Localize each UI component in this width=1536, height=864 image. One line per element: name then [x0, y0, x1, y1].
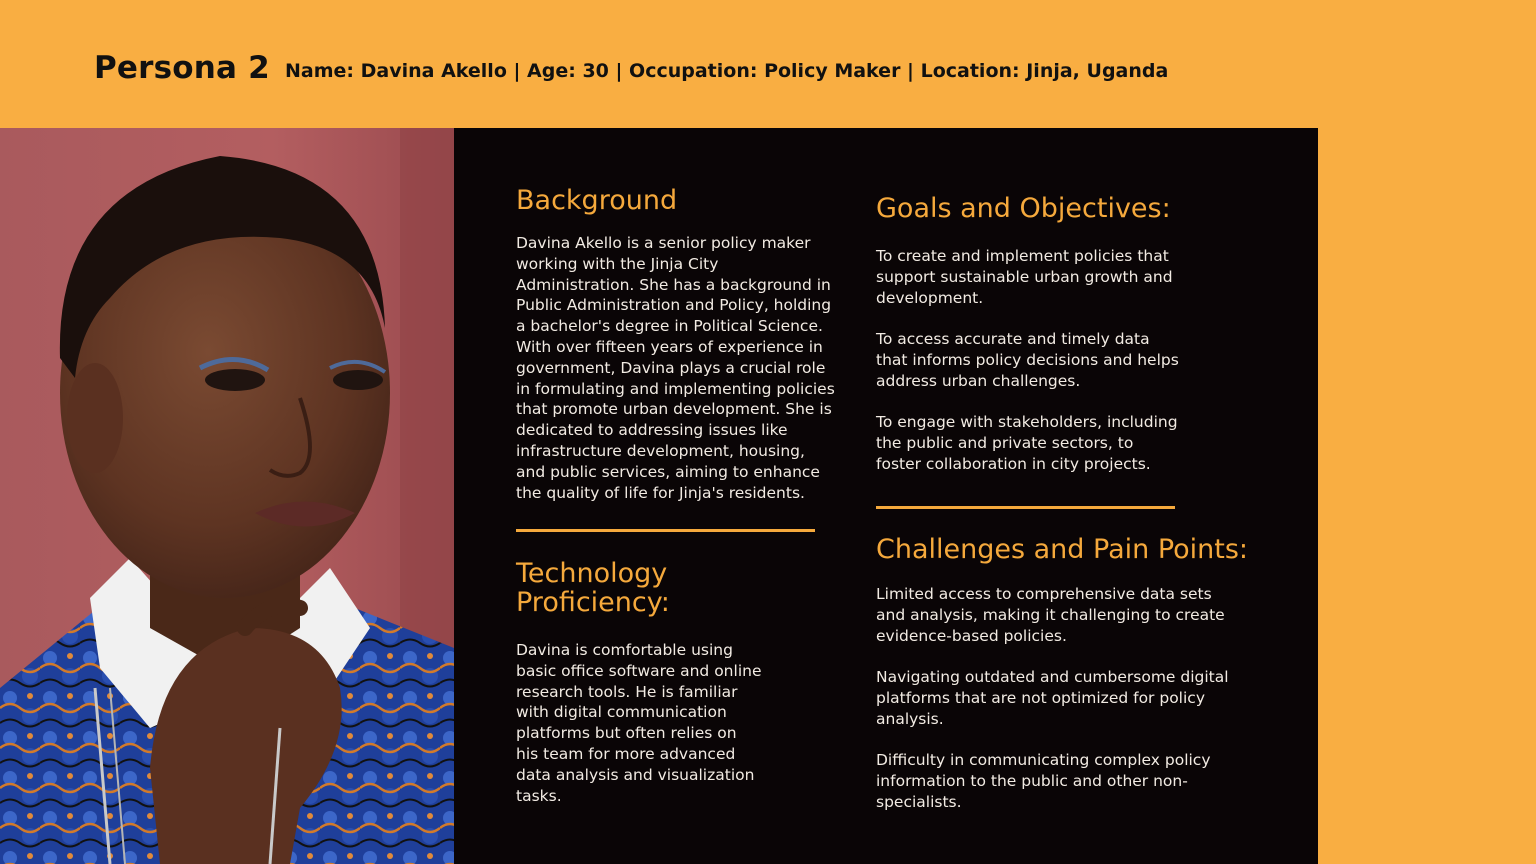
- persona-title: Persona 2: [94, 50, 270, 86]
- goal-item: To access accurate and timely data that informs policy decisions and helps address urban challenges.: [876, 330, 1179, 390]
- goal-item: To engage with stakeholders, including the public and private sectors, to foster collaboration in city projects.: [876, 413, 1178, 473]
- section-divider: [876, 506, 1175, 509]
- challenges-heading: Challenges and Pain Points:: [876, 534, 1249, 565]
- challenges-list: [876, 584, 1238, 834]
- challenge-item: Navigating outdated and cumbersome digital platforms that are not optimized for policy analysis.: [876, 668, 1229, 728]
- technology-text: Davina is comfortable using basic office software and online research tools. He is familiar with digital communication platforms but often relies on his team for more advanced data analysis and visualization tasks.: [516, 641, 762, 805]
- challenge-item: Limited access to comprehensive data sets and analysis, making it challenging to create evidence-based policies.: [876, 585, 1225, 645]
- goal-item: To create and implement policies that support sustainable urban growth and development.: [876, 247, 1173, 307]
- goals-heading: Goals and Objectives:: [876, 193, 1171, 224]
- background-heading: Background: [516, 185, 678, 216]
- section-divider: [516, 529, 815, 532]
- background-text: Davina Akello is a senior policy maker working with the Jinja City Administration. She has a background in Public Administration and Policy, holding a bachelor's degree in Political Science. With over fifteen years of experience in government, Davina plays a crucial role in formulating and implementing policies that promote urban development. She is dedicated to addressing issues like infrastructure development, housing, and public services, aiming to enhance the quality of life for Jinja's residents.: [516, 234, 835, 502]
- challenge-item: Difficulty in communicating complex policy information to the public and other non-specialists.: [876, 751, 1211, 811]
- persona-content-panel: [454, 128, 1318, 864]
- persona-details: Name: Davina Akello | Age: 30 | Occupation: Policy Maker | Location: Jinja, Uganda: [285, 60, 1169, 82]
- persona-photo: [0, 128, 454, 864]
- portrait-illustration: [0, 128, 454, 864]
- goals-list: [876, 246, 1182, 496]
- technology-heading: Technology Proficiency:: [516, 558, 670, 618]
